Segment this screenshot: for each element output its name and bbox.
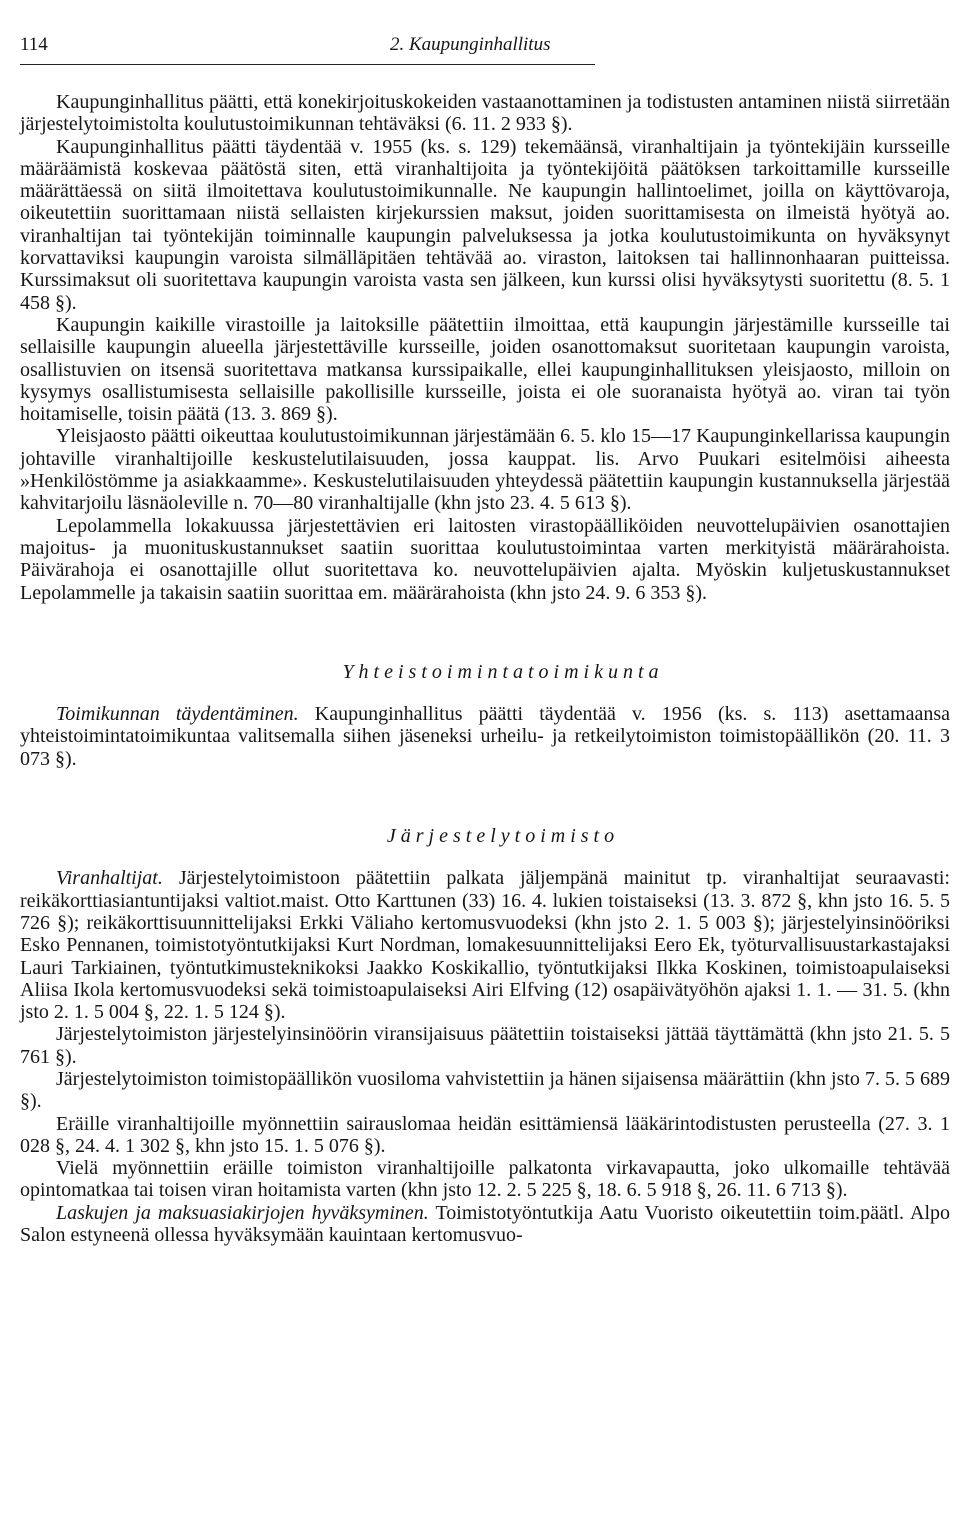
paragraph: Kaupunginhallitus päätti, että konekirjoituskokeiden vastaanottaminen ja todistusten antaminen niistä siirretään järjestelytoimistolta koulutustoimikunnan tehtäväksi (6. 11. 2 933 §). — [20, 91, 950, 136]
paragraph: Kaupunginhallitus päätti täydentää v. 1955 (ks. s. 129) tekemäänsä, viranhaltijain ja työntekijäin kursseille määräämistä koskevaa päätöstä siten, että viranhaltijoita ja työntekijöitä päätöksen tarkoittamille kursseille määrättäessä on siitä ilmoitettava koulutustoimikunnalle. Ne kaupungin hallintoelimet, joilla on käyttövaroja, oikeutettiin suorittamaan niistä sellaisten kirjekurssien maksut, joiden suorittamisesta on ilmeistä hyötyä ao. viranhaltijan tai työntekijän toiminnalle kaupungin palveluksessa ja jotka koulutustoimikunta on hyväksynyt korvattaviksi kaupungin varoista silmälläpitäen tehtävää ao. viraston, laitoksen tai hallinnonhaaran puitteissa. Kurssimaksut oli suoritettava kaupungin varoista vasta sen jälkeen, kun kurssi olisi hyväksytysti suoritettu (8. 5. 1 458 §). — [20, 135, 950, 314]
spacer — [20, 683, 950, 703]
paragraph-lead: Viranhaltijat. — [56, 867, 163, 890]
paragraph: Vielä myönnettiin eräille toimiston viranhaltijoille palkatonta virkavapautta, joko ulkomaille tehtävää opintomatkaa tai toisen viran hoitamista varten (khn jsto 12. 2. 5 225 §, 18. 6. 5 918 §, 26. 11. 6 713 §). — [20, 1157, 950, 1202]
paragraph: Yleisjaosto päätti oikeuttaa koulutustoimikunnan järjestämään 6. 5. klo 15—17 Kaupunginkellarissa kaupungin johtaville viranhaltijoille keskustelutilaisuuden, jossa kauppat. lis. Arvo Puukari esitelmöisi aiheesta »Henkilöstömme ja asiakkaamme». Keskustelutilaisuuden yhteydessä päätettiin kaupungin kustannuksella järjestää kahvitarjoilu läsnäoleville n. 70—80 viranhaltijalle (khn jsto 23. 4. 5 613 §). — [20, 425, 950, 515]
paragraph: Kaupungin kaikille virastoille ja laitoksille päätettiin ilmoittaa, että kaupungin järjestämille kursseille tai sellaisille kaupungin alueella järjestettäville kursseille, joiden osanottomaksut suoritetaan kaupungin varoista, osallistuvien on itsensä suoritettava matkansa kurssipaikalle, ellei kaupunginhallituksen yleisjaosto, milloin on kysymys osallistumisesta sellaisille pakollisille kursseille, joista ei ole suoranaista hyötyä ao. viran tai työn hoitamiselle, toisin päätä (13. 3. 869 §). — [20, 313, 950, 426]
paragraph — [20, 703, 950, 770]
paragraph: Eräille viranhaltijoille myönnettiin sairauslomaa heidän esittämiensä lääkärintodistusten perusteella (27. 3. 1 028 §, 24. 4. 1 302 §, khn jsto 15. 1. 5 076 §). — [20, 1112, 950, 1157]
body-text — [20, 91, 950, 1246]
paragraph-text: Järjestelytoimistoon päätettiin palkata jäljempänä mainitut tp. viranhaltijat seuraavasti: reikäkorttiasiantuntijaksi valtiot.maist. Otto Karttunen (33) 16. 4. lukien toistaiseksi (13. 3. 872 §, khn jsto 16. 5. 5 726 §); reikäkorttisuunnittelijaksi Erkki Väliaho kertomusvuodeksi (khn jsto 2. 1. 5 003 §); järjestelyinsinööriksi Esko Pennanen, toimistotyöntutkijaksi Kurt Nordman, lomakesuunnittelijaksi Eero Ek, työturvallisuustarkastajaksi Lauri Tarkiainen, työntutkimusteknikoksi Jaakko Koskikallio, työntutkijaksi Ilkka Koskinen, toimistoapulaiseksi Aliisa Ikola kertomusvuodeksi sekä toimistoapulaiseksi Airi Elfving (12) osapäivätyöhön ajaksi 1. 1. — 31. 5. (khn jsto 2. 1. 5 004 §, 22. 1. 5 124 §). — [20, 867, 950, 1024]
page-number: 114 — [20, 34, 48, 55]
spacer — [20, 604, 950, 661]
section-heading: Järjestelytoimisto — [386, 825, 620, 848]
spacer — [20, 847, 950, 867]
document-page — [20, 20, 951, 1247]
paragraph-lead: Toimikunnan täydentäminen. — [56, 703, 299, 726]
paragraph-lead: Laskujen ja maksuasiakirjojen hyväksyminen. — [56, 1201, 429, 1224]
paragraph: Järjestelytoimiston järjestelyinsinöörin viransijaisuus päätettiin toistaiseksi jättää täyttämättä (khn jsto 21. 5. 5 761 §). — [20, 1023, 950, 1068]
paragraph: Järjestelytoimiston toimistopäällikön vuosiloma vahvistettiin ja hänen sijaisensa määrättiin (khn jsto 7. 5. 5 689 §). — [20, 1067, 950, 1113]
paragraph — [20, 1202, 950, 1247]
running-title: 2. Kaupunginhallitus — [390, 34, 551, 55]
paragraph-text: Toimistotyöntutkija Aatu Vuoristo oikeutettiin toim.päätl. Alpo Salon estyneenä ollessa hyväksymään kauintaan kertomusvuo- — [20, 1201, 951, 1247]
page-header — [20, 20, 595, 65]
paragraph: Lepolammella lokakuussa järjestettävien eri laitosten virastopäälliköiden neuvottelupäivien osanottajien majoitus- ja muonituskustannukset saatiin suorittaa koulutustoimintaa varten merkityistä määrärahoista. Päivärahoja ei osanottajille ollut suoritettava ko. neuvottelupäivien ajalta. Myöskin kuljetuskustannukset Lepolammelle ja takaisin saatiin suorittaa em. määrärahoista (khn jsto 24. 9. 6 353 §). — [20, 514, 950, 604]
paragraph-text: Kaupunginhallitus päätti täydentää v. 1956 (ks. s. 113) asettamaansa yhteistoimintatoimikuntaa valitsemalla siihen jäseneksi urheilu- ja retkeilytoimiston toimistopäällikön (20. 11. 3 073 §). — [20, 703, 950, 770]
spacer — [20, 770, 950, 825]
paragraph — [20, 867, 950, 1023]
section-heading: Yhteistoimintatoimikunta — [342, 660, 664, 683]
